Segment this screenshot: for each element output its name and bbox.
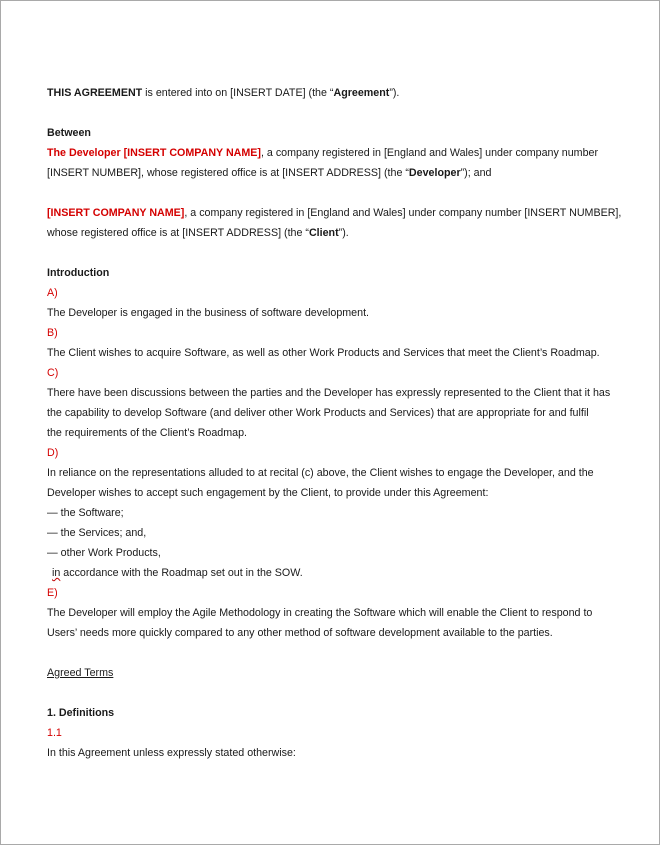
recital-d-item-work-products: — other Work Products, [47,547,161,559]
recital-b-text: The Client wishes to acquire Software, as well as other Work Products and Services that meet the Client’s Roadmap. [47,347,600,359]
recital-d-item-services: — the Services; and, [47,527,147,539]
client-party-line-2 [47,223,627,243]
definitions-heading: 1. Definitions [47,707,115,719]
recital-d-in-word: in [52,567,61,579]
client-party-text-1: , a company registered in [England and Wales] under company number [INSERT NUMBER], [184,207,622,219]
recital-b-label: B) [47,327,58,339]
spacer [47,243,627,263]
agreement-opening-line [47,83,627,103]
agreed-terms-heading: Agreed Terms [47,667,114,679]
clause-1-1-label: 1.1 [47,727,62,739]
recital-d-label: D) [47,447,59,459]
client-party-line-1 [47,203,627,223]
recital-c-text-2: the capability to develop Software (and deliver other Work Products and Services) that are appropriate for and fulfil [47,407,589,419]
spacer [47,183,627,203]
client-defined-term: Client [308,227,339,239]
client-party-name: [INSERT COMPANY NAME] [47,207,185,219]
recital-d-tail-line [47,563,627,583]
recital-d-tail: accordance with the Roadmap set out in the SOW. [60,567,303,579]
spacer [47,683,627,703]
recital-e-text-2: Users’ needs more quickly compared to any other method of software development available to the parties. [47,627,553,639]
developer-party-line-2 [47,163,627,183]
document-body [47,83,627,763]
developer-defined-term: Developer [408,167,461,179]
introduction-heading: Introduction [47,267,110,279]
recital-c-label: C) [47,367,59,379]
clause-1-1-text: In this Agreement unless expressly stated otherwise: [47,747,296,759]
developer-party-text-1: , a company registered in [England and Wales] under company number [260,147,599,159]
recital-d-text-2: Developer wishes to accept such engagement by the Client, to provide under this Agreement: [47,487,489,499]
recital-d-text-1: In reliance on the representations alluded to at recital (c) above, the Client wishes to engage the Developer, and the [47,467,594,479]
spacer [47,643,627,663]
agreement-defined-term: Agreement [333,87,390,99]
client-party-end: ”). [338,227,349,239]
recital-e-text-1: The Developer will employ the Agile Methodology in creating the Software which will enable the Client to respond to [47,607,593,619]
recital-a-label: A) [47,287,58,299]
agreement-opening-text: is entered into on [INSERT DATE] (the “ [142,87,334,99]
client-party-text-2: whose registered office is at [INSERT ADDRESS] (the “ [47,227,309,239]
recital-e-label: E) [47,587,58,599]
agreement-opening-end: ”). [389,87,400,99]
developer-party-line-1 [47,143,627,163]
recital-c-text-3: the requirements of the Client’s Roadmap. [47,427,248,439]
recital-a-text: The Developer is engaged in the business of software development. [47,307,370,319]
spacer [47,103,627,123]
developer-party-text-2: [INSERT NUMBER], whose registered office is at [INSERT ADDRESS] (the “ [47,167,409,179]
recital-d-item-software: — the Software; [47,507,124,519]
between-heading: Between [47,127,91,139]
agreement-opening-bold: THIS AGREEMENT [47,87,143,99]
developer-party-end: ”); and [460,167,492,179]
recital-c-text-1: There have been discussions between the parties and the Developer has expressly represented to the Client that it has [47,387,611,399]
developer-party-name: The Developer [INSERT COMPANY NAME] [47,147,261,159]
agreed-terms-line [47,663,627,683]
